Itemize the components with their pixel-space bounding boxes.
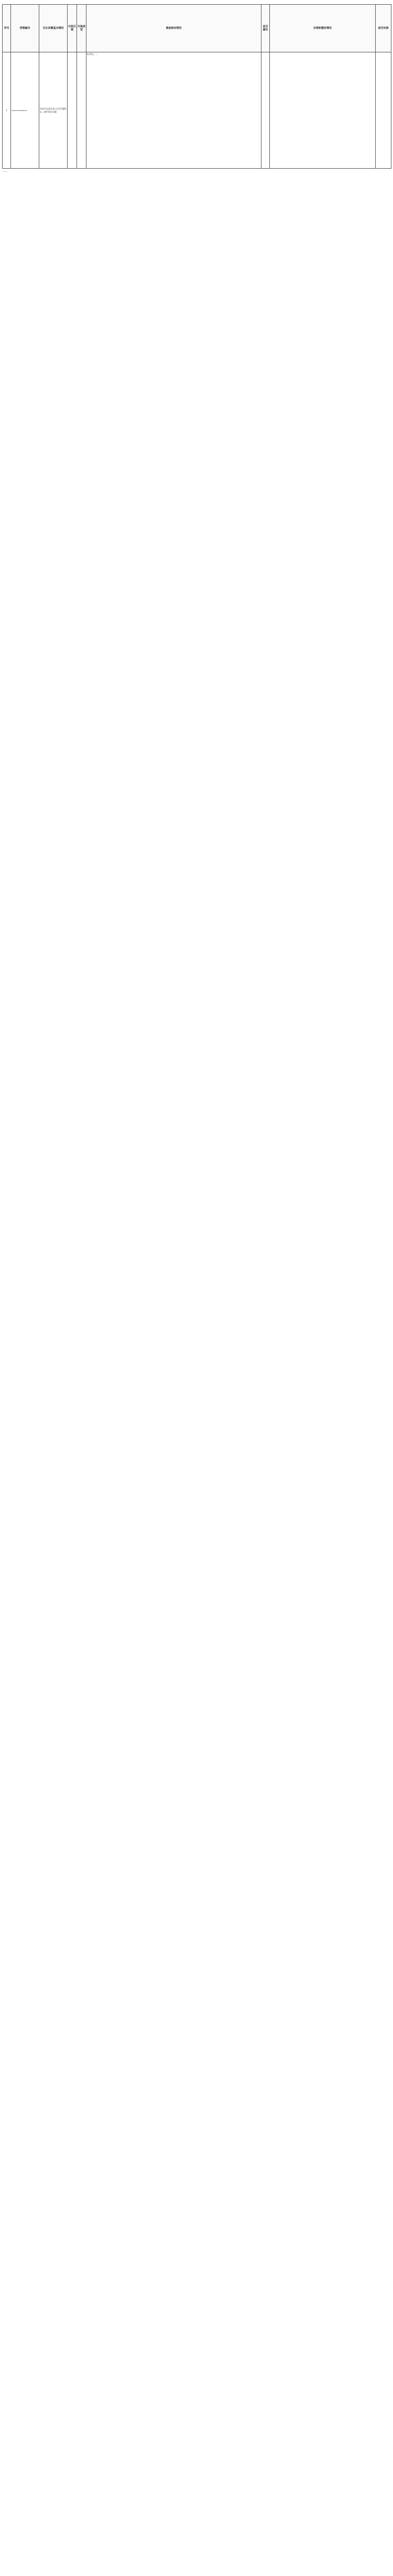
cell-investigation: [86, 52, 261, 169]
header-issue: 交办问题基本情况: [39, 5, 68, 52]
cell-type: [77, 52, 86, 169]
petition-table: [2, 4, 391, 169]
header-code: 受理编号: [11, 5, 39, 52]
header-seq: 序号: [3, 5, 11, 52]
header-accountability: 是否问责: [376, 5, 391, 52]
cell-region: [68, 52, 77, 169]
cell-code: D3JS202306090041: [11, 52, 39, 169]
cell-seq: 1: [3, 52, 11, 169]
header-result: 处理和整改情况: [270, 5, 376, 52]
header-verified: 是否属实: [261, 5, 270, 52]
table-body: [3, 52, 391, 169]
cell-accountability: [376, 52, 391, 169]
header-row: [3, 5, 391, 52]
header-region: 行政区域: [68, 5, 77, 52]
cell-verified: [261, 52, 270, 169]
header-investigation: 调查核实情况: [86, 5, 261, 52]
table-row: [3, 52, 391, 169]
cell-result: [270, 52, 376, 169]
cell-issue: 济南市长清区某小区3号楼附近…噪声扰民问题: [39, 52, 68, 169]
document-tail: ……: [2, 170, 7, 173]
header-type: 污染类型: [77, 5, 86, 52]
investigation-paragraph: 6月9日，…: [87, 53, 99, 56]
